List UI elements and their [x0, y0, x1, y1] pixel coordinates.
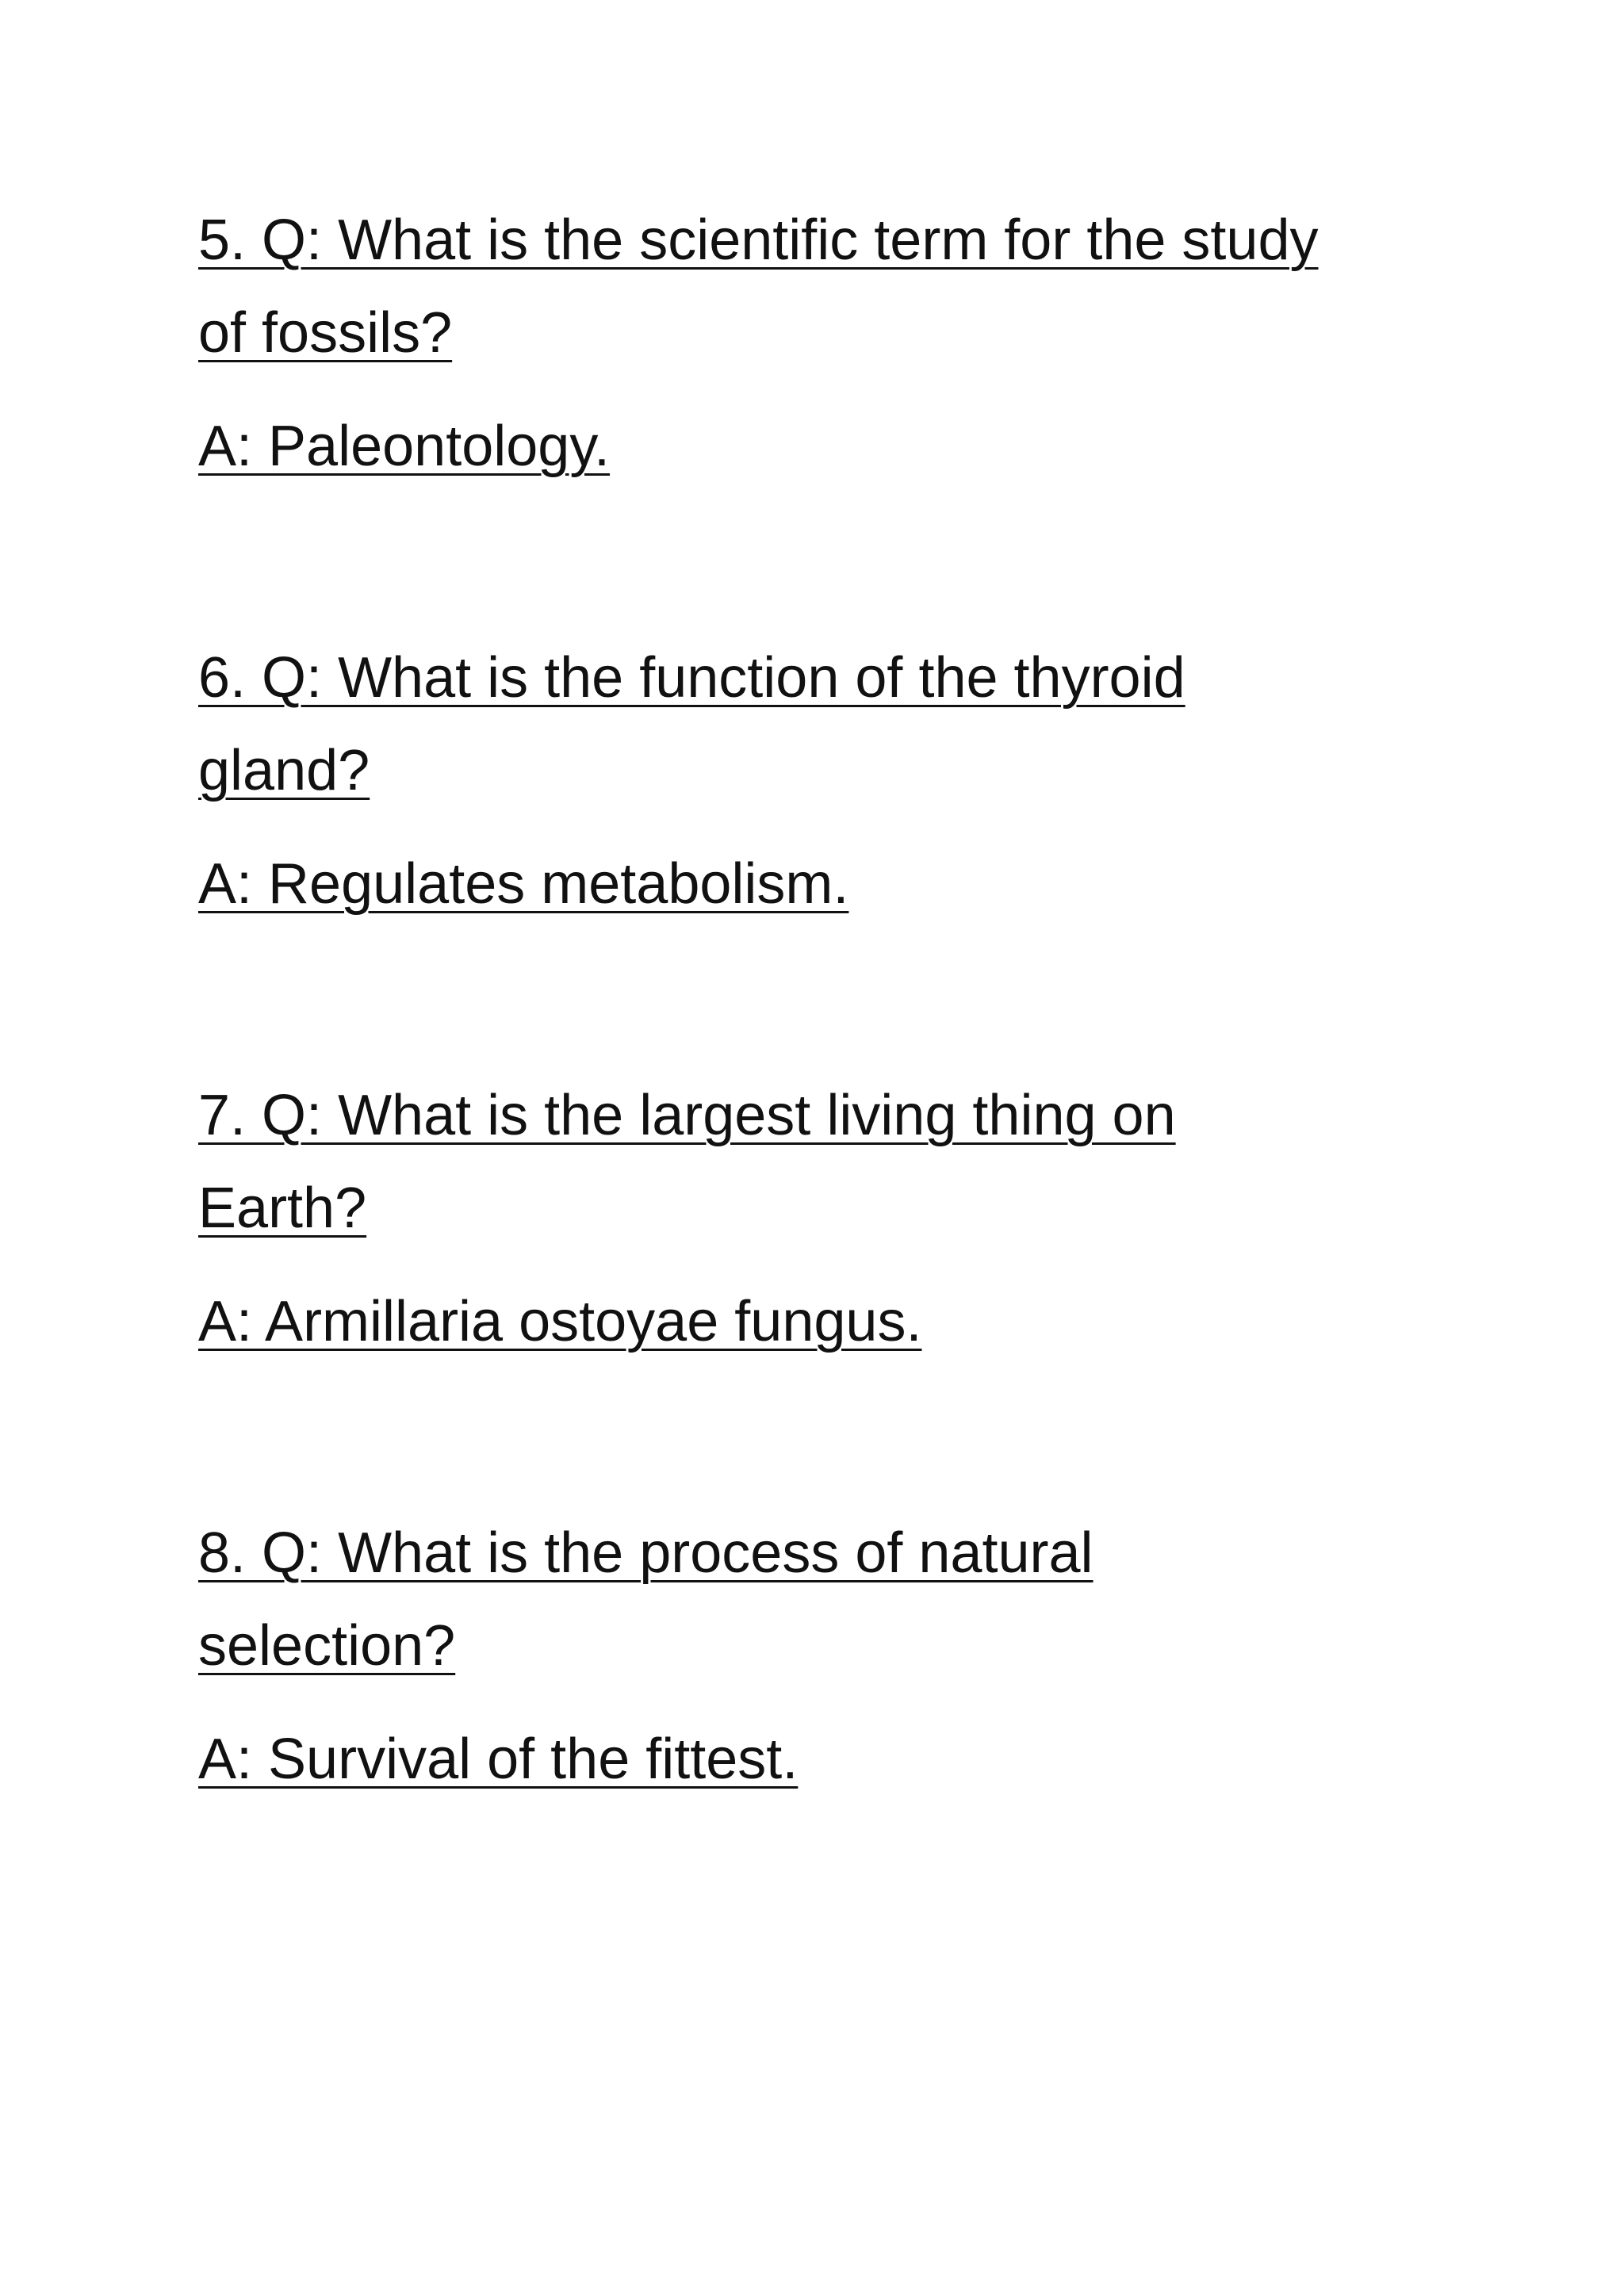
answer-text: A: Paleontology. — [198, 415, 611, 478]
answer-text: A: Regulates metabolism. — [198, 852, 849, 916]
qa-item-8 — [198, 1507, 1348, 1806]
question-text: 7. Q: What is the largest living thing on Earth? — [198, 1084, 1176, 1240]
question-text: 6. Q: What is the function of the thyroid gland? — [198, 646, 1185, 802]
answer-text: A: Armillaria ostoyae fungus. — [198, 1290, 922, 1353]
qa-item-7 — [198, 1070, 1348, 1368]
question-text: 8. Q: What is the process of natural selection? — [198, 1521, 1094, 1678]
qa-item-6 — [198, 632, 1348, 931]
qa-item-5 — [198, 194, 1348, 493]
question-text: 5. Q: What is the scientific term for the study of fossils? — [198, 209, 1319, 365]
answer-text: A: Survival of the fittest. — [198, 1728, 799, 1791]
